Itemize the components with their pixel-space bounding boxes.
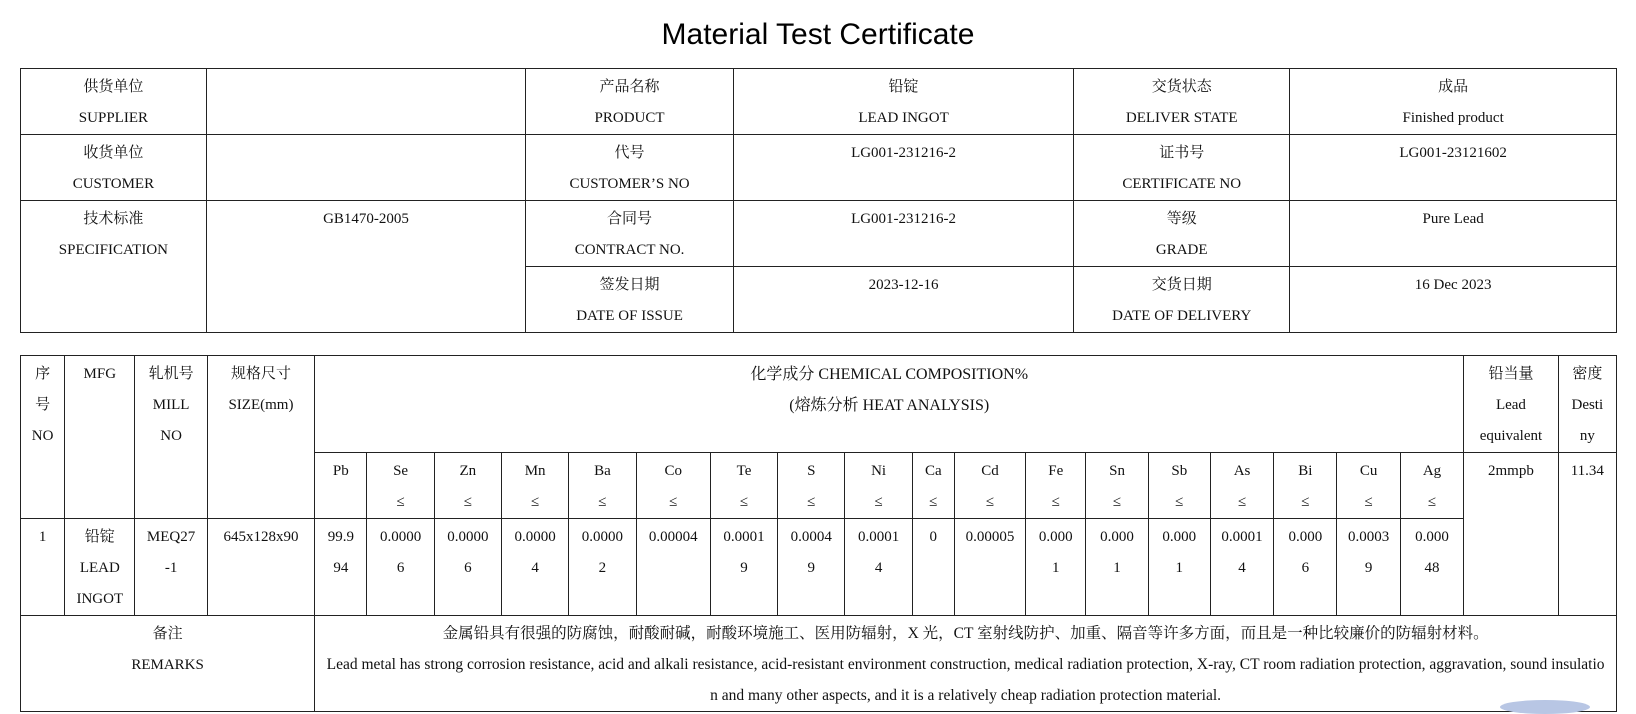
element-header-ca: Ca ≤	[912, 453, 954, 519]
element-header-cd: Cd ≤	[954, 453, 1025, 519]
table-row	[21, 519, 1617, 616]
element-header-s: S ≤	[778, 453, 845, 519]
element-header-zn: Zn ≤	[434, 453, 501, 519]
supplier-value	[206, 69, 525, 135]
col-lead-equivalent-header: 铅当量 Lead equivalent	[1464, 356, 1558, 453]
element-value-ba: 0.0000 2	[569, 519, 636, 616]
row-mfg: 铅锭 LEAD INGOT	[65, 519, 135, 616]
element-value-fe: 0.000 1	[1026, 519, 1086, 616]
contract-no-value: LG001-231216-2	[733, 201, 1073, 267]
supplier-label: 供货单位 SUPPLIER	[21, 69, 207, 135]
element-value-co: 0.00004	[636, 519, 710, 616]
element-value-sn: 0.000 1	[1086, 519, 1148, 616]
certificate-no-label: 证书号 CERTIFICATE NO	[1074, 135, 1290, 201]
element-header-cu: Cu ≤	[1337, 453, 1400, 519]
density-value: 11.34	[1558, 453, 1616, 616]
element-value-ni: 0.0001 4	[845, 519, 912, 616]
element-header-ni: Ni ≤	[845, 453, 912, 519]
customer-no-label: 代号 CUSTOMER’S NO	[526, 135, 734, 201]
element-value-cu: 0.0003 9	[1337, 519, 1400, 616]
certificate-title: Material Test Certificate	[661, 18, 975, 51]
composition-table	[20, 355, 1617, 712]
element-value-zn: 0.0000 6	[434, 519, 501, 616]
remarks-label: 备注 REMARKS	[21, 616, 315, 712]
element-header-se: Se ≤	[367, 453, 434, 519]
date-of-issue-value: 2023-12-16	[733, 267, 1073, 333]
element-value-as: 0.0001 4	[1210, 519, 1273, 616]
row-mill: MEQ27 -1	[135, 519, 207, 616]
chemical-composition-header: 化学成分 CHEMICAL COMPOSITION% (熔炼分析 HEAT ANALYSIS)	[315, 356, 1464, 453]
element-header-bi: Bi ≤	[1274, 453, 1337, 519]
col-size-header: 规格尺寸 SIZE(mm)	[207, 356, 314, 519]
row-size: 645x128x90	[207, 519, 314, 616]
element-value-ca: 0	[912, 519, 954, 616]
element-header-ba: Ba ≤	[569, 453, 636, 519]
lead-equivalent-value: 2mmpb	[1464, 453, 1558, 616]
deliver-state-label: 交货状态 DELIVER STATE	[1074, 69, 1290, 135]
element-value-se: 0.0000 6	[367, 519, 434, 616]
customer-label: 收货单位 CUSTOMER	[21, 135, 207, 201]
element-value-s: 0.0004 9	[778, 519, 845, 616]
element-header-sn: Sn ≤	[1086, 453, 1148, 519]
col-mfg-header: MFG	[65, 356, 135, 519]
date-of-delivery-label: 交货日期 DATE OF DELIVERY	[1074, 267, 1290, 333]
element-value-te: 0.0001 9	[710, 519, 777, 616]
element-header-mn: Mn ≤	[501, 453, 568, 519]
element-header-co: Co ≤	[636, 453, 710, 519]
customer-value	[206, 135, 525, 201]
specification-value: GB1470-2005	[206, 201, 525, 333]
col-density-header: 密度 Desti ny	[1558, 356, 1616, 453]
customer-no-value: LG001-231216-2	[733, 135, 1073, 201]
date-of-delivery-value: 16 Dec 2023	[1290, 267, 1617, 333]
element-value-ag: 0.000 48	[1400, 519, 1464, 616]
element-header-te: Te ≤	[710, 453, 777, 519]
element-value-pb: 99.9 94	[315, 519, 367, 616]
element-value-bi: 0.000 6	[1274, 519, 1337, 616]
specification-label: 技术标准 SPECIFICATION	[21, 201, 207, 333]
element-header-pb: Pb	[315, 453, 367, 519]
date-of-issue-label: 签发日期 DATE OF ISSUE	[526, 267, 734, 333]
grade-value: Pure Lead	[1290, 201, 1617, 267]
deliver-state-value: 成品 Finished product	[1290, 69, 1617, 135]
col-no-header: 序 号 NO	[21, 356, 65, 519]
certificate-no-value: LG001-23121602	[1290, 135, 1617, 201]
element-value-cd: 0.00005	[954, 519, 1025, 616]
product-value: 铅锭 LEAD INGOT	[733, 69, 1073, 135]
element-header-fe: Fe ≤	[1026, 453, 1086, 519]
page-stamp-fragment	[1500, 700, 1590, 714]
element-value-sb: 0.000 1	[1148, 519, 1210, 616]
element-header-ag: Ag ≤	[1400, 453, 1464, 519]
element-header-sb: Sb ≤	[1148, 453, 1210, 519]
certificate-header-table	[20, 68, 1617, 333]
element-value-mn: 0.0000 4	[501, 519, 568, 616]
remarks-text: 金属铅具有很强的防腐蚀，耐酸耐碱，耐酸环境施工、医用防辐射，X 光，CT 室射线防护、加重、隔音等许多方面，而且是一种比较廉价的防辐射材料。 Lead metal has strong corrosion resistance, acid and alkali resistance, acid-resistant environment construction, medical radiation protection, X-ray, CT room radiation protection, aggravation, sound insulation and many other aspects, and it is a relatively cheap radiation protection material.	[315, 616, 1617, 712]
grade-label: 等级 GRADE	[1074, 201, 1290, 267]
element-header-as: As ≤	[1210, 453, 1273, 519]
product-label: 产品名称 PRODUCT	[526, 69, 734, 135]
col-mill-header: 轧机号 MILL NO	[135, 356, 207, 519]
row-no: 1	[21, 519, 65, 616]
contract-no-label: 合同号 CONTRACT NO.	[526, 201, 734, 267]
